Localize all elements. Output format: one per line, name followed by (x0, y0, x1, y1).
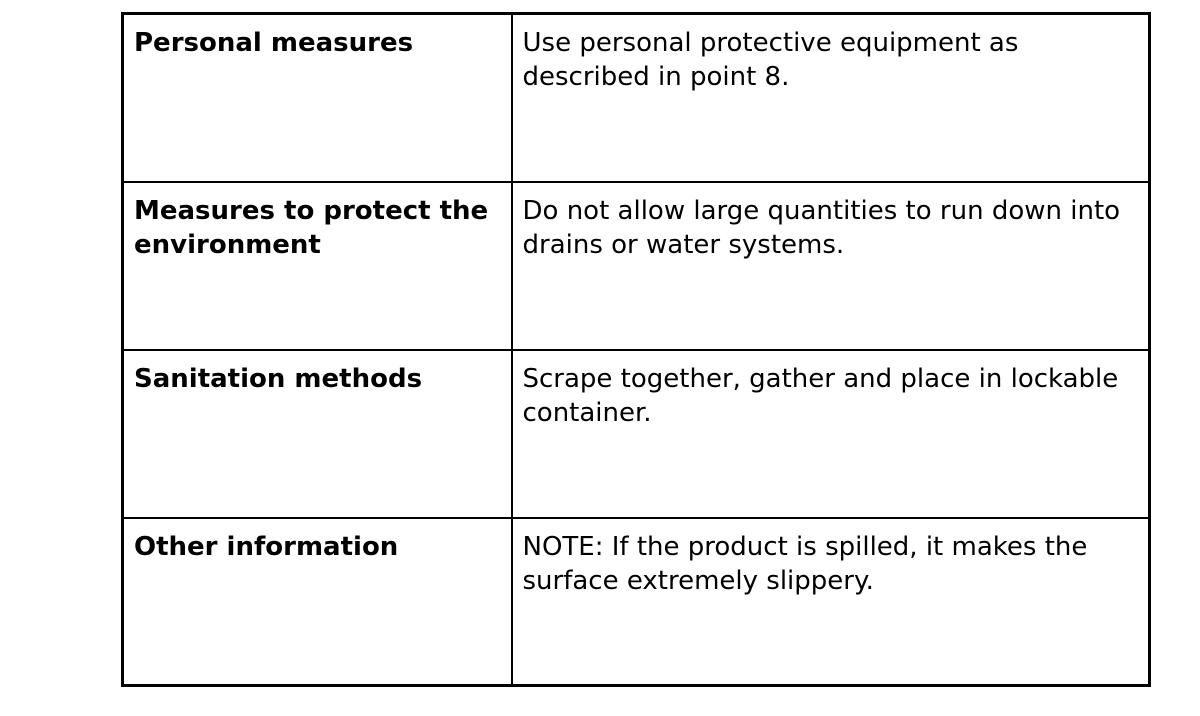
row-label: Sanitation methods (123, 350, 512, 518)
row-value: NOTE: If the product is spilled, it makes the surface extremely slippery. (512, 518, 1150, 686)
row-label: Measures to protect the environment (123, 182, 512, 350)
table-row (123, 182, 1150, 350)
row-value: Scrape together, gather and place in lockable container. (512, 350, 1150, 518)
row-value: Use personal protective equipment as described in point 8. (512, 14, 1150, 182)
table-row (123, 518, 1150, 686)
row-value: Do not allow large quantities to run down into drains or water systems. (512, 182, 1150, 350)
table-row (123, 14, 1150, 182)
row-label: Personal measures (123, 14, 512, 182)
table-row (123, 350, 1150, 518)
row-label: Other information (123, 518, 512, 686)
measures-table (121, 12, 1151, 687)
